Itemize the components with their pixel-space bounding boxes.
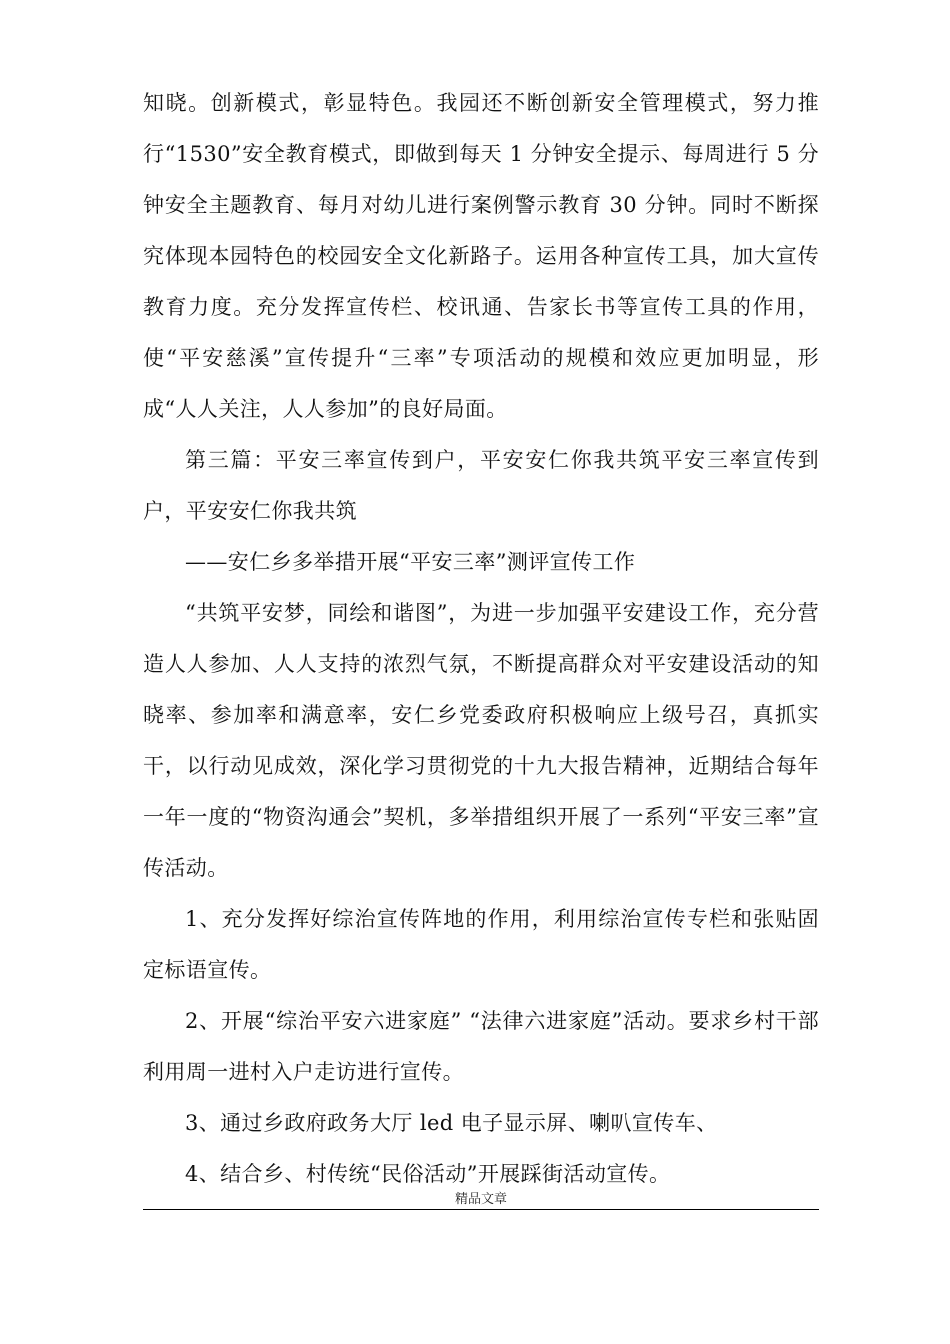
paragraph-subtitle: ——安仁乡多举措开展“平安三率”测评宣传工作 xyxy=(185,550,636,574)
list-item-2: 2、开展“综治平安六进家庭” “法律六进家庭”活动。要求乡村干部利用周一进村入户走访进行宣传。 xyxy=(143,1009,819,1084)
footer-label: 精品文章 xyxy=(454,1192,507,1207)
list-item-1: 1、充分发挥好综治宣传阵地的作用，利用综治宣传专栏和张贴固定标语宣传。 xyxy=(143,907,819,982)
list-item-4: 4、结合乡、村传统“民俗活动”开展踩街活动宣传。 xyxy=(185,1162,671,1186)
paragraph-intro: “共筑平安梦，同绘和谐图”，为进一步加强平安建设工作，充分营造人人参加、人人支持的浓烈气氛，不断提高群众对平安建设活动的知晓率、参加率和满意率，安仁乡党委政府积极响应上级号召，真抓实干，以行动见成效，深化学习贯彻党的十九大报告精神，近期结合每年一年一度的“物资沟通会”契机，多举措组织开展了一系列“平安三率”宣传活动。 xyxy=(143,601,819,880)
document-body xyxy=(143,78,819,1200)
footer-divider xyxy=(143,1209,819,1210)
paragraph-safety-education-model: 知晓。创新模式，彰显特色。我园还不断创新安全管理模式，努力推行“1530”安全教育模式，即做到每天 1 分钟安全提示、每周进行 5 分钟安全主题教育、每月对幼儿进行案例警示教育 30 分钟。同时不断探究体现本园特色的校园安全文化新路子。运用各种宣传工具，加大宣传教育力度。充分发挥宣传栏、校讯通、告家长书等宣传工具的作用，使“平安慈溪”宣传提升“三率”专项活动的规模和效应更加明显，形成“人人关注，人人参加”的良好局面。 xyxy=(143,91,819,421)
paragraph-section-three-title: 第三篇：平安三率宣传到户，平安安仁你我共筑平安三率宣传到户，平安安仁你我共筑 xyxy=(143,448,819,523)
list-item-3: 3、通过乡政府政务大厅 led 电子显示屏、喇叭宣传车、 xyxy=(185,1111,718,1135)
